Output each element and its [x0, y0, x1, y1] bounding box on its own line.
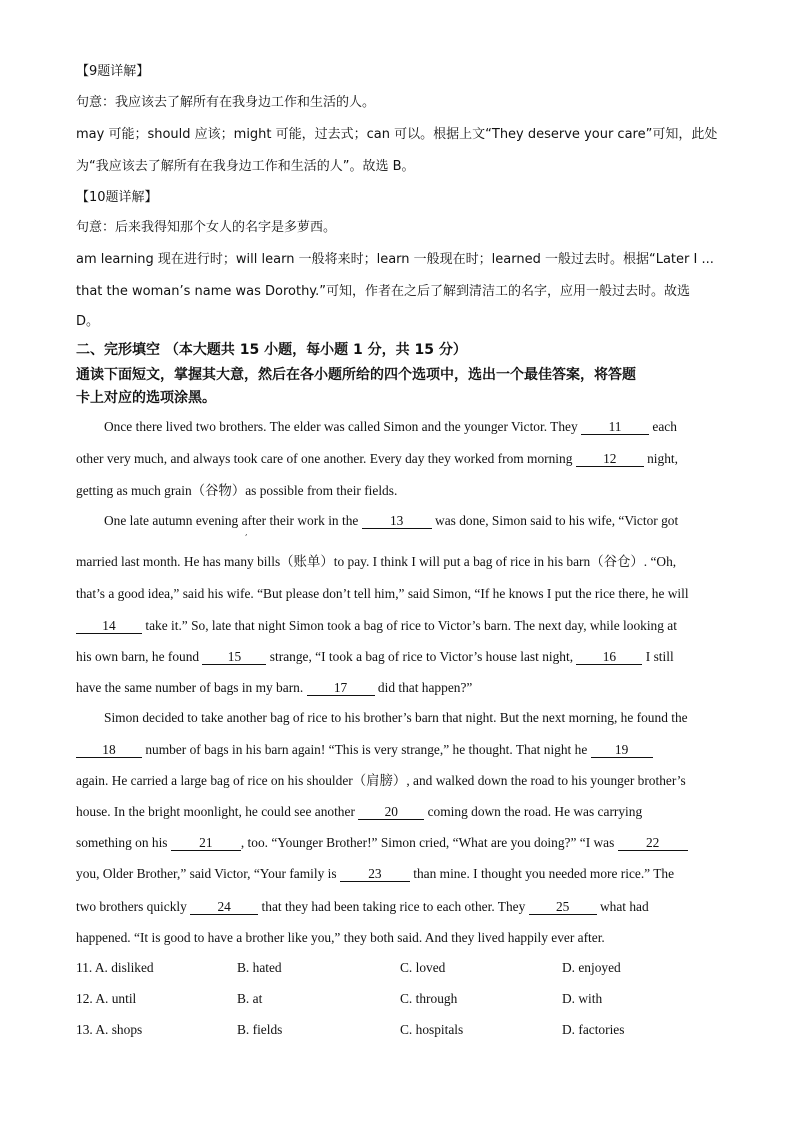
- passage-p2-line4: 14 take it.” So, late that night Simon took a bag of rice to Victor’s barn. The next day, while looking at: [76, 616, 677, 636]
- question-13-option-a: 13. A. shops: [76, 1022, 143, 1037]
- passage-p2-line2: married last month. He has many bills（账单）to pay. I think I will put a bag of rice in his barn（谷仓）. “Oh,: [76, 554, 677, 569]
- passage-p2-line6: have the same number of bags in my barn. 17 did that happen?”: [76, 680, 473, 695]
- passage-p2-line1: One late autumn evening after their work in the 13 was done, Simon said to his wife, “Victor got: [104, 513, 679, 528]
- explanation-10-analysis-line1: am learning 现在进行时；will learn 一般将来时；learn 一般现在时；learned 一般过去时。根据“Later I ...: [76, 252, 714, 267]
- passage-p3-line6: you, Older Brother,” said Victor, “Your family is 23 than mine. I thought you needed more rice.” The: [76, 866, 675, 881]
- blank-19: 19: [591, 742, 653, 758]
- blank-25: 25: [529, 899, 597, 915]
- explanation-9-analysis-line1: may 可能；should 应该；might 可能，过去式；can 可以。根据上文“They deserve your care”可知，此处: [76, 127, 718, 142]
- passage-p3-line8: happened. “It is good to have a brother like you,” they both said. And they lived happily ever after.: [76, 930, 605, 945]
- passage-p1-line3: getting as much grain（谷物）as possible from their fields.: [76, 483, 398, 498]
- question-11-option-d: D. enjoyed: [562, 960, 621, 975]
- blank-18: 18: [76, 742, 142, 758]
- explanation-10-analysis-line3: D。: [76, 314, 100, 329]
- passage-p1-line2: other very much, and always took care of one another. Every day they worked from morning 12 night,: [76, 451, 678, 466]
- blank-16: 16: [576, 649, 642, 665]
- passage-p1-line1: Once there lived two brothers. The elder was called Simon and the younger Victor. They 11 each: [104, 419, 677, 434]
- question-12-option-b: B. at: [237, 991, 263, 1006]
- explanation-9-analysis-line2: 为“我应该去了解所有在我身边工作和生活的人”。故选 B。: [76, 159, 415, 174]
- question-13-option-b: B. fields: [237, 1022, 283, 1037]
- passage-p2-line5: his own barn, he found 15 strange, “I took a bag of rice to Victor’s house last night, 16 I still: [76, 649, 674, 664]
- passage-p3-line3: again. He carried a large bag of rice on his shoulder（肩膀）, and walked down the road to his younger brother’s: [76, 773, 686, 788]
- blank-24: 24: [190, 899, 258, 915]
- question-11-option-a: 11. A. disliked: [76, 960, 154, 975]
- passage-p3-line2: 18 number of bags in his barn again! “This is very strange,” he thought. That night he 19: [76, 740, 653, 760]
- question-11: [76, 958, 716, 978]
- passage-p3-line1: Simon decided to take another bag of rice to his brother’s barn that night. But the next morning, he found the: [104, 710, 688, 725]
- explanation-10-heading: 【10题详解】: [76, 190, 158, 205]
- question-12: [76, 989, 716, 1009]
- blank-12: 12: [576, 451, 644, 467]
- passage-p2-line3: that’s a good idea,” said his wife. “But please don’t tell him,” said Simon, “If he knows I put the rice there, he will: [76, 586, 689, 601]
- question-13: [76, 1020, 716, 1040]
- explanation-9-meaning: 句意：我应该去了解所有在我身边工作和生活的人。: [76, 95, 376, 110]
- blank-22: 22: [618, 835, 688, 851]
- blank-15: 15: [202, 649, 266, 665]
- section-title: 二、完形填空 （本大题共 15 小题，每小题 1 分，共 15 分）: [76, 342, 467, 358]
- blank-13: 13: [362, 513, 432, 529]
- question-11-option-c: C. loved: [400, 960, 446, 975]
- question-13-option-c: C. hospitals: [400, 1022, 464, 1037]
- section-instruction-line2: 卡上对应的选项涂黑。: [76, 390, 216, 406]
- blank-17: 17: [307, 680, 375, 696]
- question-13-option-d: D. factories: [562, 1022, 625, 1037]
- passage-p3-line7: two brothers quickly 24 that they had been taking rice to each other. They 25 what had: [76, 899, 649, 914]
- passage-p3-line4: house. In the bright moonlight, he could see another 20 coming down the road. He was carrying: [76, 804, 643, 819]
- passage-p3-line5: something on his 21 , too. “Younger Brother!” Simon cried, “What are you doing?” “I was 22: [76, 833, 688, 853]
- blank-14: 14: [76, 618, 142, 634]
- explanation-10-meaning: 句意：后来我得知那个女人的名字是多萝西。: [76, 220, 337, 235]
- blank-21: 21: [171, 835, 241, 851]
- stray-comma-mark: ,: [245, 528, 248, 537]
- explanation-9-heading: 【9题详解】: [76, 64, 150, 79]
- question-12-option-d: D. with: [562, 991, 603, 1006]
- blank-20: 20: [358, 804, 424, 820]
- question-12-option-a: 12. A. until: [76, 991, 137, 1006]
- question-12-option-c: C. through: [400, 991, 458, 1006]
- question-11-option-b: B. hated: [237, 960, 282, 975]
- blank-11: 11: [581, 419, 649, 435]
- section-instruction-line1: 通读下面短文，掌握其大意，然后在各小题所给的四个选项中，选出一个最佳答案，将答题: [76, 367, 636, 383]
- explanation-10-analysis-line2: that the woman’s name was Dorothy.”可知，作者在之后了解到清洁工的名字，应用一般过去时。故选: [76, 284, 691, 299]
- blank-23: 23: [340, 866, 410, 882]
